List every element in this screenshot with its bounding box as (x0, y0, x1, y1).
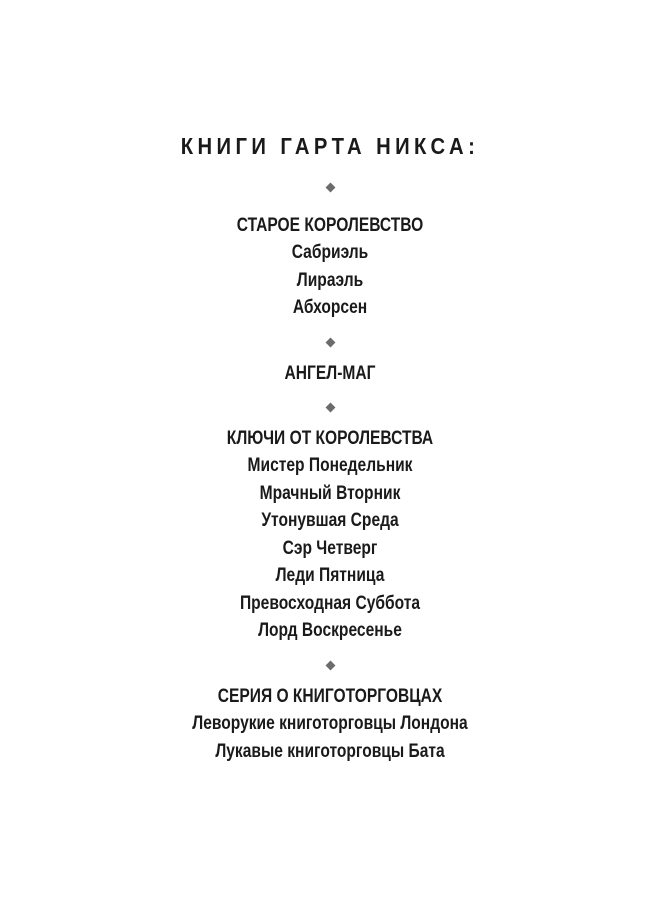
book-title: Абхорсен (292, 297, 368, 318)
separator (0, 656, 660, 672)
book-title: Лукавые книготорговцы Бата (215, 740, 445, 762)
book-title: Лираэль (296, 269, 364, 291)
diamond-ornament-icon (325, 183, 335, 193)
book-title: Мрачный Вторник (259, 482, 401, 504)
series-title: СЕРИЯ О КНИГОТОРГОВЦАХ (217, 686, 443, 707)
separator (0, 333, 660, 349)
book-title: Сабриэль (291, 242, 369, 263)
book-title: Леди Пятница (275, 565, 385, 586)
book-title: Превосходная Суббота (239, 592, 421, 614)
series-old-kingdom (0, 212, 660, 322)
diamond-ornament-icon (325, 661, 335, 671)
series-keys-to-the-kingdom (0, 425, 660, 645)
separator (0, 178, 660, 194)
book-title: Мистер Понедельник (247, 455, 413, 476)
diamond-ornament-icon (325, 403, 335, 413)
series-booksellers (0, 683, 660, 765)
separator (0, 398, 660, 414)
page-heading: КНИГИ ГАРТА НИКСА: (180, 133, 480, 159)
book-title: Лорд Воскресенье (258, 620, 402, 641)
book-title: Сэр Четверг (282, 537, 378, 559)
series-angel-mage (0, 360, 660, 387)
series-title: СТАРОЕ КОРОЛЕВСТВО (236, 215, 424, 236)
series-title: КЛЮЧИ ОТ КОРОЛЕВСТВА (226, 428, 434, 449)
series-title: АНГЕЛ-МАГ (284, 363, 376, 384)
diamond-ornament-icon (325, 338, 335, 348)
book-title: Леворукие книготорговцы Лондона (192, 713, 468, 734)
book-title: Утонувшая Среда (261, 510, 399, 531)
